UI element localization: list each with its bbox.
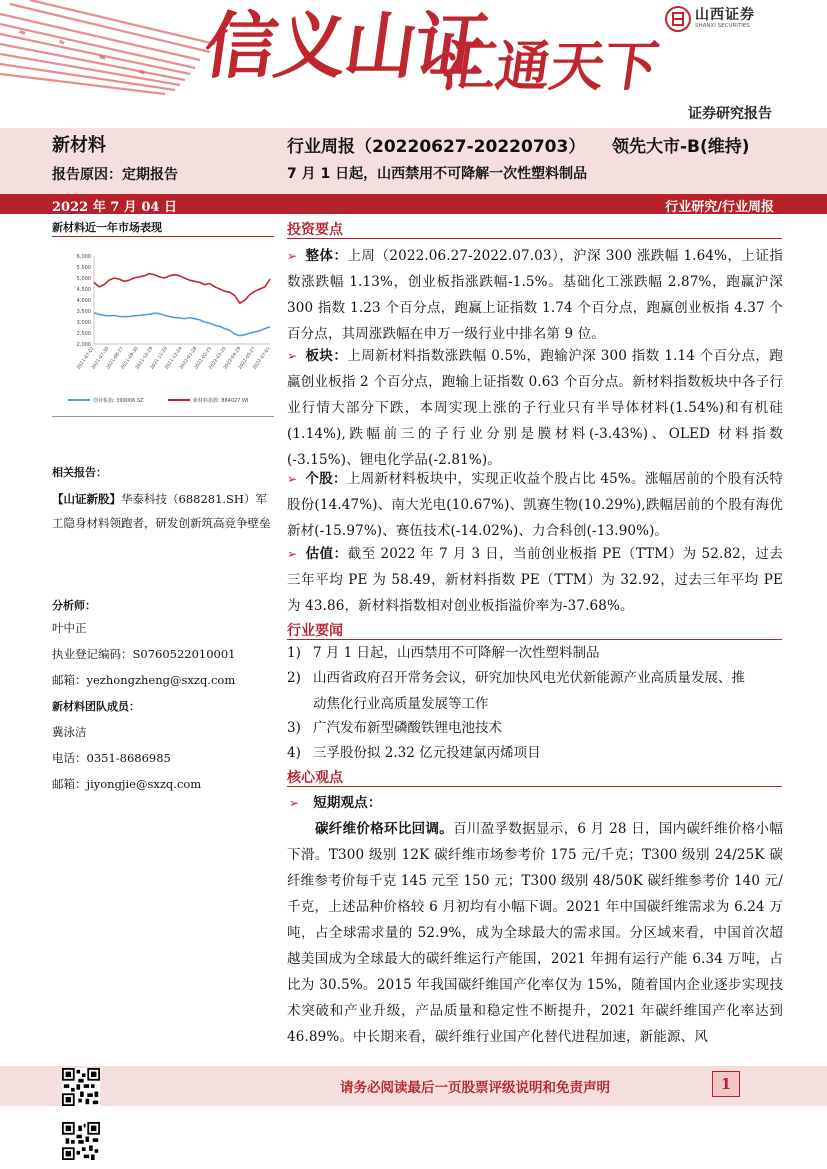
arrow-bullet-icon: ➢ [287, 249, 298, 263]
valuation-paragraph [287, 541, 783, 619]
carbon-fiber-paragraph [287, 816, 783, 1050]
sidebar-divider [52, 416, 274, 417]
overall-label: 整体： [305, 248, 348, 264]
qr-code-icon [62, 1068, 100, 1106]
x-tick-label: 2021-11-26 [149, 346, 169, 371]
sector-label: 板块： [305, 348, 348, 364]
qr-code-icon [62, 1122, 100, 1160]
decorative-stripes [0, 0, 220, 100]
x-tick-label: 2022-03-25 [208, 346, 228, 371]
section-divider [287, 238, 782, 239]
arrow-bullet-icon: ➢ [289, 796, 300, 810]
x-tick-label: 2022-07-01 [252, 346, 272, 371]
page-number: 1 [712, 1071, 740, 1097]
arrow-bullet-icon: ➢ [287, 472, 298, 486]
report-title: 行业周报（20220627-20220703） [287, 137, 586, 157]
report-type: 证券研究报告 [688, 106, 772, 122]
rating: 领先大市-B(维持) [612, 137, 750, 157]
report-category: 行业研究/行业周报 [665, 200, 774, 215]
x-tick-label: 2021-10-29 [135, 346, 155, 371]
headline: 7 月 1 日起，山西禁用不可降解一次性塑料制品 [287, 166, 588, 182]
banner [0, 0, 827, 128]
series-line-1 [94, 274, 270, 304]
analyst-name: 叶中正 [52, 621, 87, 635]
x-tick-label: 2021-12-24 [164, 346, 184, 371]
company-name-en: SHANXI SECURITIES [695, 23, 750, 29]
y-tick-label: 3,000 [76, 320, 91, 326]
analyst-email[interactable]: 邮箱：yezhongzheng@sxzq.com [52, 673, 236, 687]
company-name: 山西证券 [695, 7, 755, 23]
y-tick-label: 2,500 [76, 331, 91, 337]
x-tick-label: 2021-08-27 [105, 346, 125, 371]
legend-label-0: 创业板指: 399006.SZ [93, 398, 144, 404]
legend-label-1: 新材料指数: 884027.WI [193, 398, 249, 404]
news-item: 2) 山西省政府召开常务会议，研究加快风电光伏新能源产业高质量发展、推 动焦化行业高质量发展等工作 [287, 670, 745, 712]
carbon-fiber-label: 碳纤维价格环比回调。 [315, 821, 454, 837]
valuation-label: 估值： [305, 546, 348, 562]
investment-heading: 投资要点 [287, 222, 343, 238]
stock-paragraph [287, 466, 783, 544]
related-text: 华泰科技（688281.SH）军工隐身材料领跑者，研发创新筑高竞争壁垒 [52, 492, 271, 530]
team-member-name: 冀泳洁 [52, 725, 87, 739]
team-phone: 电话：0351-8686985 [52, 751, 171, 765]
market-performance-chart [50, 240, 276, 410]
slogan-sub: 汇通天下 [437, 35, 663, 98]
news-item: 4) 三孚股份拟 2.32 亿元投建氯丙烯项目 [287, 745, 541, 761]
x-tick-label: 2021-07-30 [91, 346, 111, 371]
series-line-0 [94, 313, 270, 336]
news-item: 3) 广汽发布新型磷酸铁锂电池技术 [287, 720, 502, 736]
y-tick-label: 4,000 [76, 298, 91, 304]
news-heading: 行业要闻 [287, 623, 343, 639]
related-tag: 【山证新股】 [52, 492, 121, 506]
y-tick-label: 5,000 [76, 276, 91, 282]
sector-name: 新材料 [52, 135, 106, 156]
x-tick-label: 2022-05-27 [237, 346, 257, 371]
news-item: 1) 7 月 1 日起，山西禁用不可降解一次性塑料制品 [287, 645, 600, 661]
x-tick-label: 2022-04-29 [223, 346, 243, 371]
analyst-label: 分析师： [52, 599, 96, 612]
y-tick-label: 4,500 [76, 287, 91, 293]
arrow-bullet-icon: ➢ [287, 547, 298, 561]
y-tick-label: 3,500 [76, 309, 91, 315]
x-tick-label: 2021-09-30 [120, 346, 140, 371]
company-logo [665, 6, 755, 32]
sector-paragraph [287, 343, 783, 473]
x-tick-label: 2021-07-02 [76, 346, 96, 371]
overall-paragraph [287, 243, 783, 347]
team-email[interactable]: 邮箱：jiyongjie@sxzq.com [52, 777, 202, 791]
analyst-cert: 执业登记编码：S0760522010001 [52, 647, 236, 661]
arrow-bullet-icon: ➢ [287, 349, 298, 363]
sector-text: 上周新材料指数涨跌幅 0.5%，跑输沪深 300 指数 1.14 个百分点，跑赢创业板指 2 个百分点，跑输上证指数 0.63 个百分点。新材料指数板块中各子行业行情大部分下跌，本周实现上涨的子行业只有半导体材料(1.54%)和有机硅(1.14%),跌幅前三的子行业分别是膜材料(-3.43%)、OLED 材料指数(-3.15%)、锂电化学品(-2.81%)。 [287, 348, 783, 468]
company-logo-icon [665, 6, 691, 32]
related-label: 相关报告： [52, 466, 107, 479]
core-heading: 核心观点 [287, 770, 343, 786]
short-term-heading: ➢ 短期观点： [289, 795, 382, 811]
report-date: 2022 年 7 月 04 日 [52, 200, 177, 215]
x-tick-label: 2022-01-28 [179, 346, 199, 371]
slogan-main: 信义山证 [199, 4, 491, 88]
carbon-fiber-text: 百川盈孚数据显示，6 月 28 日，国内碳纤维价格小幅下滑。T300 级别 12K 碳纤维市场参考价 175 元/千克；T300 级别 24/25K 碳纤维参考价每千克 145 元至 150 元；T300 级别 48/50K 碳纤维参考价 140 元/千克，上述品种价格较 6 月初均有小幅下调。2021 年中国碳纤维需求为 6.24 万吨，占全球需求量的 52.9%，成为全球最大的需求国。分区域来看，中国首次超越美国成为全球最大的碳纤维运行产能国，2021 年拥有运行产能 6.34 万吨，占比为 30.5%。2015 年我国碳纤维国产化率仅为 15%，随着国内企业逐步实现技术突破和产业升级，产品质量和稳定性不断提升，2021 年碳纤维国产化率达到 46.89%。中长期来看，碳纤维行业国产化替代进程加速，新能源、风 [287, 821, 783, 1045]
y-tick-label: 5,500 [76, 265, 91, 271]
report-reason: 报告原因：定期报告 [52, 167, 178, 183]
valuation-text: 截至 2022 年 7 月 3 日，当前创业板指 PE（TTM）为 52.82，过去三年平均 PE 为 58.49，新材料指数 PE（TTM）为 32.92，过去三年平均 PE 为 43.86，新材料指数相对创业板指溢价率为-37.68%。 [287, 546, 783, 614]
stock-text: 上周新材料板块中，实现正收益个股占比 45%。涨幅居前的个股有沃特股份(14.47%)、南大光电(10.67%)、凯赛生物(10.29%),跌幅居前的个股有海优新材(-15.97%)、赛伍技术(-14.02%)、力合科创(-13.90%)。 [287, 471, 783, 539]
chart-title: 新材料近一年市场表现 [52, 221, 162, 234]
section-divider [287, 786, 782, 787]
chart-divider [52, 236, 274, 237]
stock-label: 个股： [305, 471, 347, 487]
related-report[interactable] [52, 487, 277, 535]
y-tick-label: 6,000 [76, 254, 91, 260]
y-tick-label: 2,000 [76, 342, 91, 348]
overall-text: 上周（2022.06.27-2022.07.03），沪深 300 涨跌幅 1.64%，上证指数涨跌幅 1.13%，创业板指涨跌幅-1.5%。基础化工涨跌幅 2.87%，跑赢沪深 300 指数 1.23 个百分点，跑赢上证指数 1.74 个百分点，跑赢创业板指 4.37 个百分点，其周涨跌幅在申万一级行业中排名第 9 位。 [287, 248, 783, 342]
disclaimer: 请务必阅读最后一页股票评级说明和免责声明 [340, 1080, 610, 1096]
x-tick-label: 2022-02-25 [193, 346, 213, 371]
team-label: 新材料团队成员： [52, 700, 140, 713]
